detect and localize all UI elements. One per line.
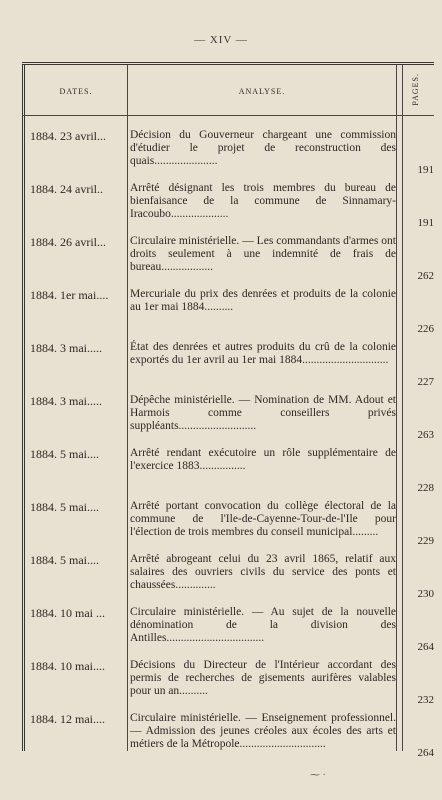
- entry-date: 1884. 10 mai ...: [30, 606, 105, 620]
- column-header-dates: DATES.: [59, 87, 93, 96]
- entry-analysis: Circulaire ministérielle. — Enseignement professionnel. — Admission des jeunes créoles aux écoles des arts et métiers de la Métropole..............................: [130, 712, 396, 750]
- entry-date: 1884. 1er mai....: [30, 288, 109, 302]
- entry-analysis: Arrêté rendant exécutoire un rôle supplémentaire de l'exercice 1883................: [130, 447, 396, 472]
- table-row: [22, 282, 434, 335]
- entry-date: 1884. 12 mai....: [30, 712, 105, 726]
- entry-date: 1884. 5 mai....: [30, 553, 99, 567]
- entry-date: 1884. 26 avril...: [30, 235, 106, 249]
- entry-page: 228: [417, 482, 434, 494]
- entry-page: 264: [417, 641, 434, 653]
- table-row: [22, 441, 434, 494]
- entry-page: 264: [417, 747, 434, 759]
- table-row: [22, 706, 434, 759]
- entry-page: 262: [417, 270, 434, 282]
- entry-page: 227: [417, 376, 434, 388]
- entry-date: 1884. 3 mai.....: [30, 394, 102, 408]
- entry-analysis: Circulaire ministérielle. — Les commandants d'armes ont droits seulement à une indemnité de frais de bureau..................: [130, 235, 396, 273]
- entry-analysis: Circulaire ministérielle. — Au sujet de la nouvelle dénomination de la division des Antilles..................................: [130, 606, 396, 644]
- index-table: [22, 62, 434, 759]
- entry-page: 226: [417, 323, 434, 335]
- table-row: [22, 547, 434, 600]
- entry-analysis: État des denrées et autres produits du crû de la colonie exportés du 1er avril au 1er mai 1884..............................: [130, 341, 396, 366]
- entry-analysis: Arrêté désignant les trois membres du bureau de bienfaisance de la commune de Sinnamary-Iracoubo....................: [130, 182, 396, 220]
- entry-page: 263: [417, 429, 434, 441]
- table-row: [22, 653, 434, 706]
- entry-analysis: Dépêche ministérielle. — Nomination de MM. Adout et Harmois comme conseillers privés suppléants...........................: [130, 394, 396, 432]
- table-row: [22, 229, 434, 282]
- entry-date: 1884. 5 mai....: [30, 447, 99, 461]
- table-row: [22, 335, 434, 388]
- column-header-analyse: ANALYSE.: [238, 87, 286, 96]
- entry-analysis: Mercuriale du prix des denrées et produits de la colonie au 1er mai 1884..........: [130, 288, 396, 313]
- column-header-pages: PAGES.: [411, 73, 420, 106]
- entry-page: 230: [417, 588, 434, 600]
- entry-analysis: Arrêté abrogeant celui du 23 avril 1865, relatif aux salaires des ouvriers civils du service des ponts et chaussées..............: [130, 553, 396, 591]
- entry-analysis: Décisions du Directeur de l'Intérieur accordant des permis de recherches de gisements aurifères valables pour un an..........: [130, 659, 396, 697]
- table-row: [22, 123, 434, 176]
- table-header: [22, 65, 434, 116]
- entry-date: 1884. 24 avril..: [30, 182, 103, 196]
- entry-page: 191: [417, 217, 434, 229]
- entry-date: 1884. 10 mai....: [30, 659, 105, 673]
- table-row: [22, 600, 434, 653]
- entry-date: 1884. 5 mai....: [30, 500, 99, 514]
- entry-analysis: Décision du Gouverneur chargeant une commission d'étudier le projet de reconstruction des quais......................: [130, 129, 396, 167]
- ink-mark: ⁓ ·: [310, 770, 326, 781]
- entry-page: 229: [417, 535, 434, 547]
- entry-page: 191: [417, 164, 434, 176]
- page-header-number: — XIV —: [194, 34, 248, 46]
- entry-date: 1884. 23 avril...: [30, 129, 106, 143]
- table-row: [22, 388, 434, 441]
- entry-analysis: Arrêté portant convocation du collège électoral de la commune de l'Ile-de-Cayenne-Tour-de-l'Ile pour l'élection de trois membres du conseil municipal.........: [130, 500, 396, 538]
- table-row: [22, 176, 434, 229]
- entry-list: [22, 123, 434, 759]
- table-row: [22, 494, 434, 547]
- entry-date: 1884. 3 mai.....: [30, 341, 102, 355]
- entry-page: 232: [417, 694, 434, 706]
